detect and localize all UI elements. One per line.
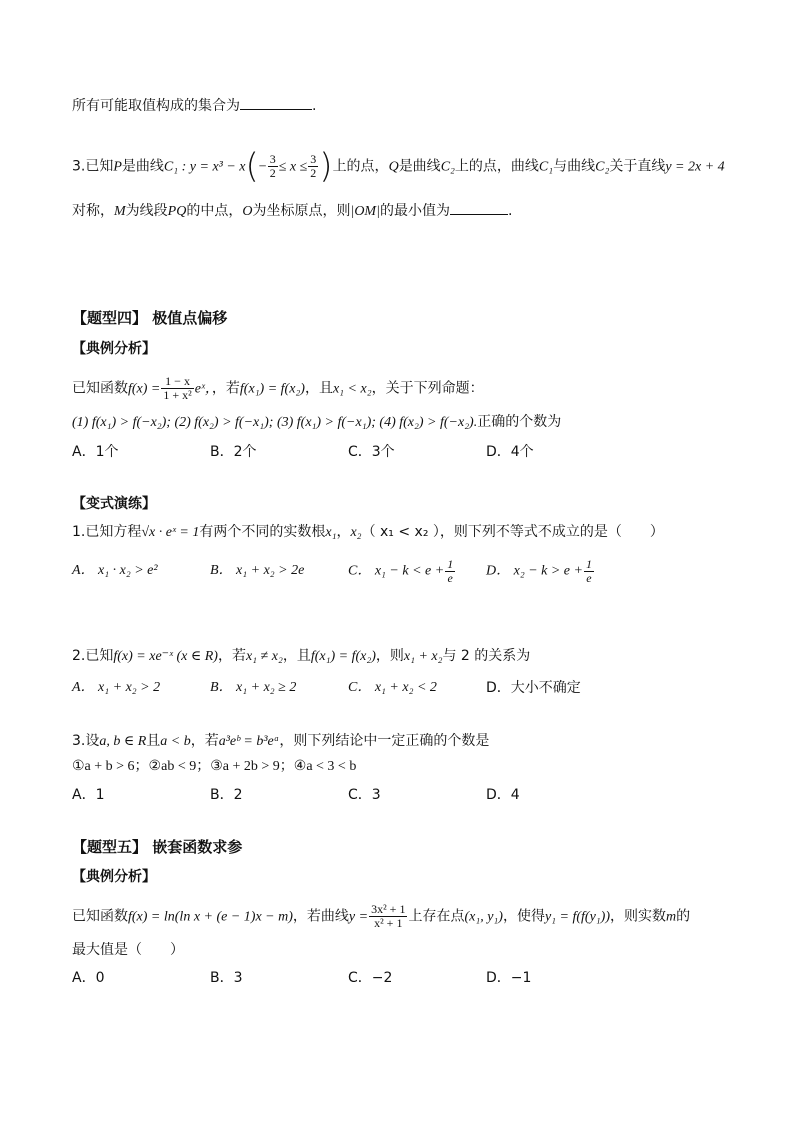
variant-3-stem: 3.设a, b ∈ R且a < b，若a³eᵇ = b³eᵃ，则下列结论中一定正确的个数是 (72, 733, 490, 749)
s4-problem-line-1: 已知函数f(x) = $\frac{1 - x}{\text{1 + x²}}$ eˣ，，若f(x₁) = f(x₂)，且x₁ < x₂，关于下列命题： (72, 374, 484, 402)
answer-blank[interactable] (450, 200, 508, 215)
fraction: $\frac{1}{e}$ (585, 557, 592, 585)
option-b[interactable]: B．3 (210, 970, 243, 986)
option-c[interactable]: C．3个 (348, 444, 395, 460)
option-c[interactable]: C． x₁ + x₂ < 2 (348, 680, 437, 695)
option-b[interactable]: B． x₁ + x₂ ≥ 2 (210, 680, 297, 695)
s4-propositions: (1) f(x₁) > f(−x₂); (2) f(x₂) > f(−x₁); (3) f(x₁) > f(−x₁); (4) f(x₂) > f(−x₂).正确的个数为 (72, 414, 562, 430)
option-b[interactable]: B． x₁ + x₂ > 2e (210, 563, 305, 578)
option-c[interactable]: C．−2 (348, 970, 393, 986)
option-d[interactable]: D．大小不确定 (486, 680, 581, 696)
option-a[interactable]: A．0 (72, 970, 105, 986)
option-d[interactable]: D．4个 (486, 444, 534, 460)
option-d[interactable]: D．4 (486, 787, 520, 803)
s5-problem-line-2: 最大值是（ ） (72, 942, 184, 958)
question-3-line-2: 对称，M为线段PQ的中点，O为坐标原点，则|OM|的最小值为 . (72, 200, 512, 222)
question-3-line-1: 3.已知P是曲线C₁ : y = x³ − x(− $\frac{3}{2}$ ≤ x ≤ $\frac{3}{2}$ )上的点，Q是曲线C₂上的点，曲线C₁与曲线C₂关于直线y = 2x + 4 (72, 146, 725, 187)
variant-3-statements: ①a + b > 6；②ab < 9；③a + 2b > 9；④a < 3 < b (72, 759, 357, 774)
fraction: $\frac{1 - x}{\text{1 + x²}}$ (163, 374, 192, 402)
variant-2-stem: 2.已知f(x) = xe⁻ˣ (x ∈ R)，若x₁ ≠ x₂，且f(x₁) = f(x₂)，则x₁ + x₂与 2 的关系为 (72, 648, 531, 664)
option-b[interactable]: B．2个 (210, 444, 257, 460)
fraction: $\frac{1}{e}$ (447, 557, 454, 585)
option-d[interactable]: D． x₂ − k > e + $\frac{1}{e}$ (486, 557, 592, 585)
option-b[interactable]: B．2 (210, 787, 243, 803)
option-c[interactable]: C．3 (348, 787, 381, 803)
section-title-5: 【题型五】 嵌套函数求参 (72, 838, 243, 856)
option-a[interactable]: A．1个 (72, 444, 119, 460)
variant-practice-label: 【变式演练】 (72, 496, 156, 512)
option-a[interactable]: A．1 (72, 787, 105, 803)
fraction: $\frac{\text{3x² + 1}}{\text{x² + 1}}$ (371, 902, 406, 930)
s5-problem-line-1: 已知函数f(x) = ln(ln x + (e − 1)x − m)，若曲线y = $\frac{\text{3x² + 1}}{\text{x² + 1}}$ 上存在点(x₁, y₁)，使得y₁ = f(f(y₁))，则实数m的 (72, 902, 691, 930)
option-a[interactable]: A． x₁ · x₂ > e² (72, 563, 158, 578)
variant-1-stem: 1.已知方程√x · eˣ = 1有两个不同的实数根x₁，x₂（ x₁ < x₂ ），则下列不等式不成立的是（ ） (72, 524, 664, 540)
section-analysis-label: 【典例分析】 (72, 341, 156, 357)
section-analysis-label: 【典例分析】 (72, 869, 156, 885)
option-a[interactable]: A． x₁ + x₂ > 2 (72, 680, 161, 695)
option-d[interactable]: D．−1 (486, 970, 532, 986)
option-c[interactable]: C． x₁ − k < e + $\frac{1}{e}$ (348, 557, 454, 585)
question-continuation: 所有可能取值构成的集合为 . (72, 95, 316, 116)
fraction: $\frac{3}{2}$ (310, 152, 317, 180)
answer-blank[interactable] (240, 95, 312, 110)
fraction: $\frac{3}{2}$ (269, 152, 276, 180)
section-title-4: 【题型四】 极值点偏移 (72, 309, 228, 327)
